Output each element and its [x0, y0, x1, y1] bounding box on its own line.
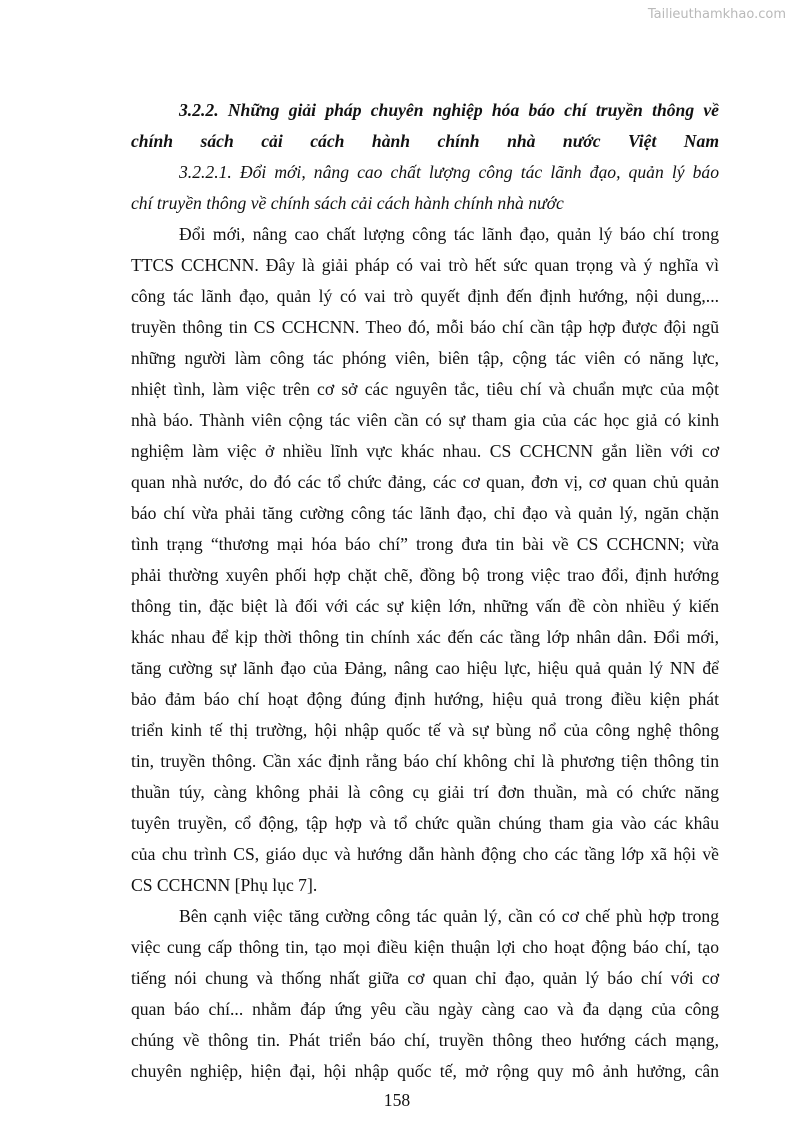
- paragraph-2-line: chúng về thông tin. Phát triển báo chí, truyền thông theo hướng cách mạng,: [131, 1030, 719, 1050]
- paragraph-1-line: của chu trình CS, giáo dục và hướng dẫn hành động cho các tầng lớp xã hội về: [131, 844, 719, 864]
- paragraph-2-line: quan báo chí... nhằm đáp ứng yêu cầu ngày càng cao và đa dạng của công: [131, 999, 719, 1019]
- paragraph-1-line: nghiệm làm việc ở nhiều lĩnh vực khác nhau. CS CCHCNN gắn liền với cơ: [131, 441, 719, 461]
- paragraph-1-line: công tác lãnh đạo, quản lý có vai trò quyết định đến định hướng, nội dung,...: [131, 286, 719, 306]
- paragraph-1-line: triển kinh tế thị trường, hội nhập quốc tế và sự bùng nổ của công nghệ thông: [131, 720, 719, 740]
- paragraph-1-line: tình trạng “thương mại hóa báo chí” trong đưa tin bài về CS CCHCNN; vừa: [131, 534, 719, 554]
- paragraph-1-line: phải thường xuyên phối hợp chặt chẽ, đồng bộ trong việc trao đổi, định hướng: [131, 565, 719, 585]
- paragraph-1-line: báo chí vừa phải tăng cường công tác lãnh đạo, chỉ đạo và quản lý, ngăn chặn: [131, 503, 719, 523]
- paragraph-1-line: CS CCHCNN [Phụ lục 7].: [131, 875, 318, 895]
- paragraph-2-line: chuyên nghiệp, hiện đại, hội nhập quốc tế, mở rộng quy mô ảnh hưởng, cân: [131, 1061, 719, 1081]
- paragraph-1-line: Đổi mới, nâng cao chất lượng công tác lãnh đạo, quản lý báo chí trong: [179, 224, 719, 244]
- section-heading-line-1: 3.2.2. Những giải pháp chuyên nghiệp hóa báo chí truyền thông về: [179, 100, 719, 120]
- paragraph-1-line: nhà báo. Thành viên cộng tác viên cần có sự tham gia của các học giả có kinh: [131, 410, 719, 430]
- watermark: Tailieuthamkhao.com: [647, 7, 786, 22]
- paragraph-1-line: truyền thông tin CS CCHCNN. Theo đó, mỗi báo chí cần tập hợp được đội ngũ: [131, 317, 719, 337]
- paragraph-2-line: Bên cạnh việc tăng cường công tác quản lý, cần có cơ chế phù hợp trong: [179, 906, 719, 926]
- subsection-heading-line-1: 3.2.2.1. Đổi mới, nâng cao chất lượng công tác lãnh đạo, quản lý báo: [179, 162, 719, 182]
- paragraph-1-line: những người làm công tác phóng viên, biên tập, cộng tác viên có năng lực,: [131, 348, 719, 368]
- paragraph-2-line: tiếng nói chung và thống nhất giữa cơ quan chỉ đạo, quản lý báo chí với cơ: [131, 968, 719, 988]
- paragraph-1-line: TTCS CCHCNN. Đây là giải pháp có vai trò hết sức quan trọng và ý nghĩa vì: [131, 255, 719, 275]
- paragraph-1-line: tuyên truyền, cổ động, tập hợp và tổ chức quần chúng tham gia vào các khâu: [131, 813, 719, 833]
- page-number: 158: [383, 1090, 411, 1110]
- paragraph-1-line: thuần túy, càng không phải là công cụ giải trí đơn thuần, mà có chức năng: [131, 782, 719, 802]
- section-heading-line-2: chính sách cải cách hành chính nhà nước Việt Nam: [131, 131, 719, 151]
- paragraph-1-line: nhiệt tình, làm việc trên cơ sở các nguyên tắc, tiêu chí và chuẩn mực của một: [131, 379, 719, 399]
- paragraph-1-line: tăng cường sự lãnh đạo của Đảng, nâng cao hiệu lực, hiệu quả quản lý NN để: [131, 658, 719, 678]
- paragraph-2-line: việc cung cấp thông tin, tạo mọi điều kiện thuận lợi cho hoạt động báo chí, tạo: [131, 937, 719, 957]
- paragraph-1-line: tin, truyền thông. Cần xác định rằng báo chí không chỉ là phương tiện thông tin: [131, 751, 719, 771]
- paragraph-1-line: bảo đảm báo chí hoạt động đúng định hướng, hiệu quả trong điều kiện phát: [131, 689, 719, 709]
- subsection-heading-line-2: chí truyền thông về chính sách cải cách hành chính nhà nước: [131, 193, 564, 213]
- paragraph-1-line: khác nhau để kịp thời thông tin chính xác đến các tầng lớp nhân dân. Đổi mới,: [131, 627, 719, 647]
- paragraph-1-line: thông tin, đặc biệt là đối với các sự kiện lớn, những vấn đề còn nhiều ý kiến: [131, 596, 719, 616]
- paragraph-1-line: quan nhà nước, do đó các tổ chức đảng, các cơ quan, đơn vị, cơ quan chủ quản: [131, 472, 719, 492]
